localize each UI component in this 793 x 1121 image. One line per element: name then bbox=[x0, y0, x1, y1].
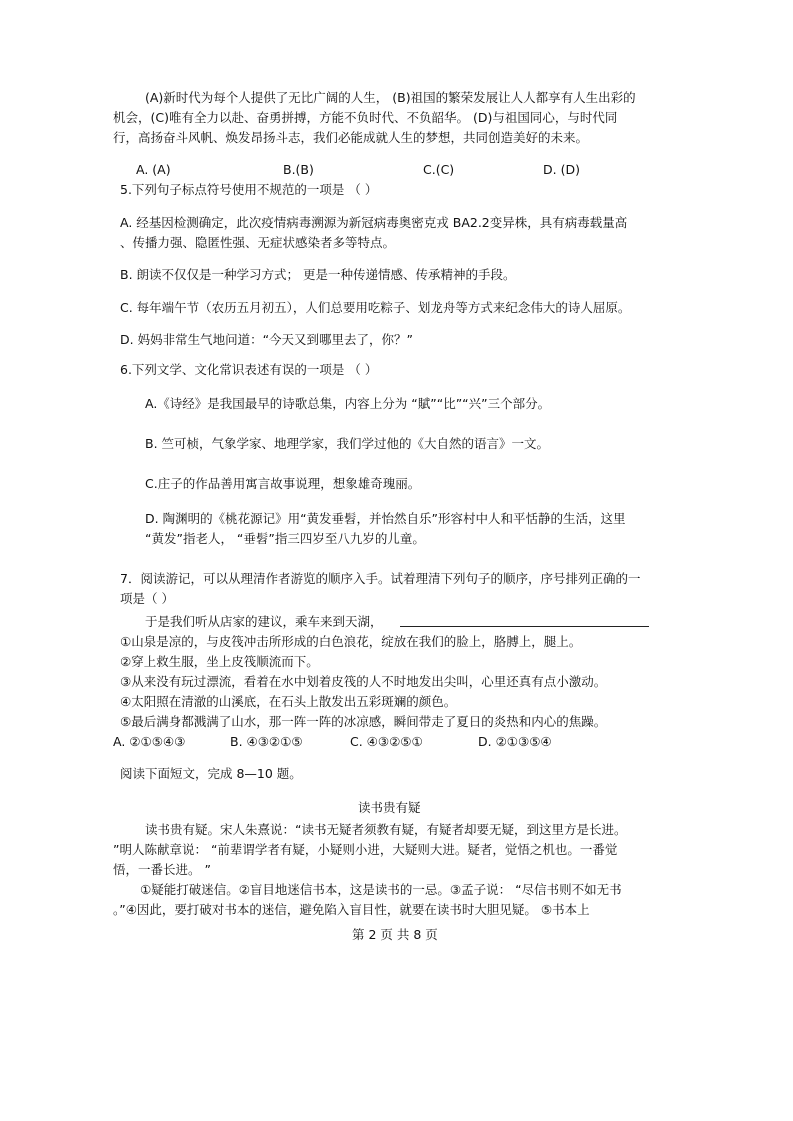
q7-stem-line-1: 7．阅读游记，可以从理清作者游览的顺序入手。试着理清下列句子的顺序，序号排列正确的一 bbox=[120, 571, 641, 586]
q7-option-d: D. ②①③⑤④ bbox=[478, 734, 552, 749]
q7-lead-sentence: 于是我们听从店家的建议，乘车来到天湖， bbox=[145, 614, 383, 629]
q6-stem: 6.下列文学、文化常识表述有误的一项是 （ ） bbox=[120, 362, 378, 377]
q7-sentence-5: ⑤最后满身都溅满了山水，那一阵一阵的冰凉感，瞬间带走了夏日的炎热和内心的焦躁。 bbox=[120, 714, 607, 729]
q6-option-b: B. 竺可桢，气象学家、地理学家，我们学过他的《大自然的语言》一文。 bbox=[145, 436, 550, 451]
q5-option-a-line-1: A. 经基因检测确定，此次疫情病毒溯源为新冠病毒奥密克戎 BA2.2变异株，具有病毒载量高 bbox=[120, 215, 628, 230]
passage-line-3: 悟，一番长进。 ” bbox=[113, 862, 211, 877]
q5-option-a-line-2: 、传播力强、隐匿性强、无症状感染者多等特点。 bbox=[120, 235, 396, 250]
q7-option-a: A. ②①⑤④③ bbox=[113, 734, 186, 749]
q5-option-d: D. 妈妈非常生气地问道：“今天又到哪里去了，你？” bbox=[120, 332, 414, 347]
q6-option-d-line-1: D. 陶渊明的《桃花源记》用“黄发垂髫，并怡然自乐”形容村中人和平恬静的生活，这里 bbox=[145, 511, 626, 526]
q4-line-3: 行，高扬奋斗风帆、焕发昂扬斗志，我们必能成就人生的梦想，共同创造美好的未来。 bbox=[113, 130, 589, 145]
passage-line-2: ”明人陈献章说： “前辈谓学者有疑，小疑则小进，大疑则大进。疑者，觉悟之机也。一番觉 bbox=[113, 842, 618, 857]
q7-sentence-3: ③从来没有玩过漂流，看着在水中划着皮筏的人不时地发出尖叫，心里还真有点小激动。 bbox=[120, 674, 607, 689]
q6-option-a: A.《诗经》是我国最早的诗歌总集，内容上分为 “賦”“比”“兴”三个部分。 bbox=[145, 396, 551, 411]
q5-option-c: C. 每年端午节（农历五月初五），人们总要用吃粽子、划龙舟等方式来纪念伟大的诗人屈原。 bbox=[120, 300, 631, 315]
q7-sentence-4: ④太阳照在清澈的山溪底，在石头上散发出五彩斑斓的颜色。 bbox=[120, 694, 457, 709]
q7-sentence-1: ①山泉是凉的，与皮筏冲击所形成的白色浪花，绽放在我们的脸上，胳膊上，腿上。 bbox=[120, 634, 582, 649]
passage-line-1: 读书贵有疑。宋人朱熹说：“读书无疑者须教有疑，有疑者却要无疑，到这里方是长进。 bbox=[145, 822, 627, 837]
q7-option-b: B. ④③②①⑤ bbox=[230, 734, 303, 749]
passage-line-4: ①疑能打破迷信。②盲目地迷信书本，这是读书的一忌。③孟子说： “尽信书则不如无书 bbox=[140, 882, 622, 897]
passage-line-5: 。”④因此，要打破对书本的迷信，避免陷入盲目性，就要在读书时大胆见疑。 ⑤书本上 bbox=[113, 902, 590, 917]
q6-option-c: C.庄子的作品善用寓言故事说理，想象雄奇瑰丽。 bbox=[145, 476, 421, 491]
page-number-footer: 第 2 页 共 8 页 bbox=[352, 927, 438, 942]
q4-option-a: A. (A) bbox=[136, 162, 171, 177]
answer-blank-line bbox=[400, 626, 649, 627]
q5-stem: 5.下列句子标点符号使用不规范的一项是 （ ） bbox=[120, 182, 378, 197]
q4-option-b: B.(B) bbox=[283, 162, 314, 177]
q4-line-2: 机会，(C)唯有全力以赴、奋勇拼搏，方能不负时代、不负韶华。 (D)与祖国同心，与时代同 bbox=[113, 110, 618, 125]
q4-option-c: C.(C) bbox=[423, 162, 455, 177]
passage-title: 读书贵有疑 bbox=[358, 800, 421, 815]
q5-option-b: B. 朗读不仅仅是一种学习方式； 更是一种传递情感、传承精神的手段。 bbox=[120, 267, 516, 282]
q6-option-d-line-2: “黄发”指老人， “垂髫”指三四岁至八九岁的儿童。 bbox=[145, 531, 425, 546]
q4-line-1: (A)新时代为每个人提供了无比广阔的人生， (B)祖国的繁荣发展让人人都享有人生出彩的 bbox=[145, 90, 636, 105]
q4-option-d: D. (D) bbox=[543, 162, 580, 177]
q7-option-c: C. ④③②⑤① bbox=[350, 734, 423, 749]
passage-intro: 阅读下面短文，完成 8—10 题。 bbox=[120, 766, 302, 781]
q7-stem-line-2: 项是（ ） bbox=[120, 591, 174, 606]
q7-sentence-2: ②穿上救生服，坐上皮筏顺流而下。 bbox=[120, 654, 319, 669]
